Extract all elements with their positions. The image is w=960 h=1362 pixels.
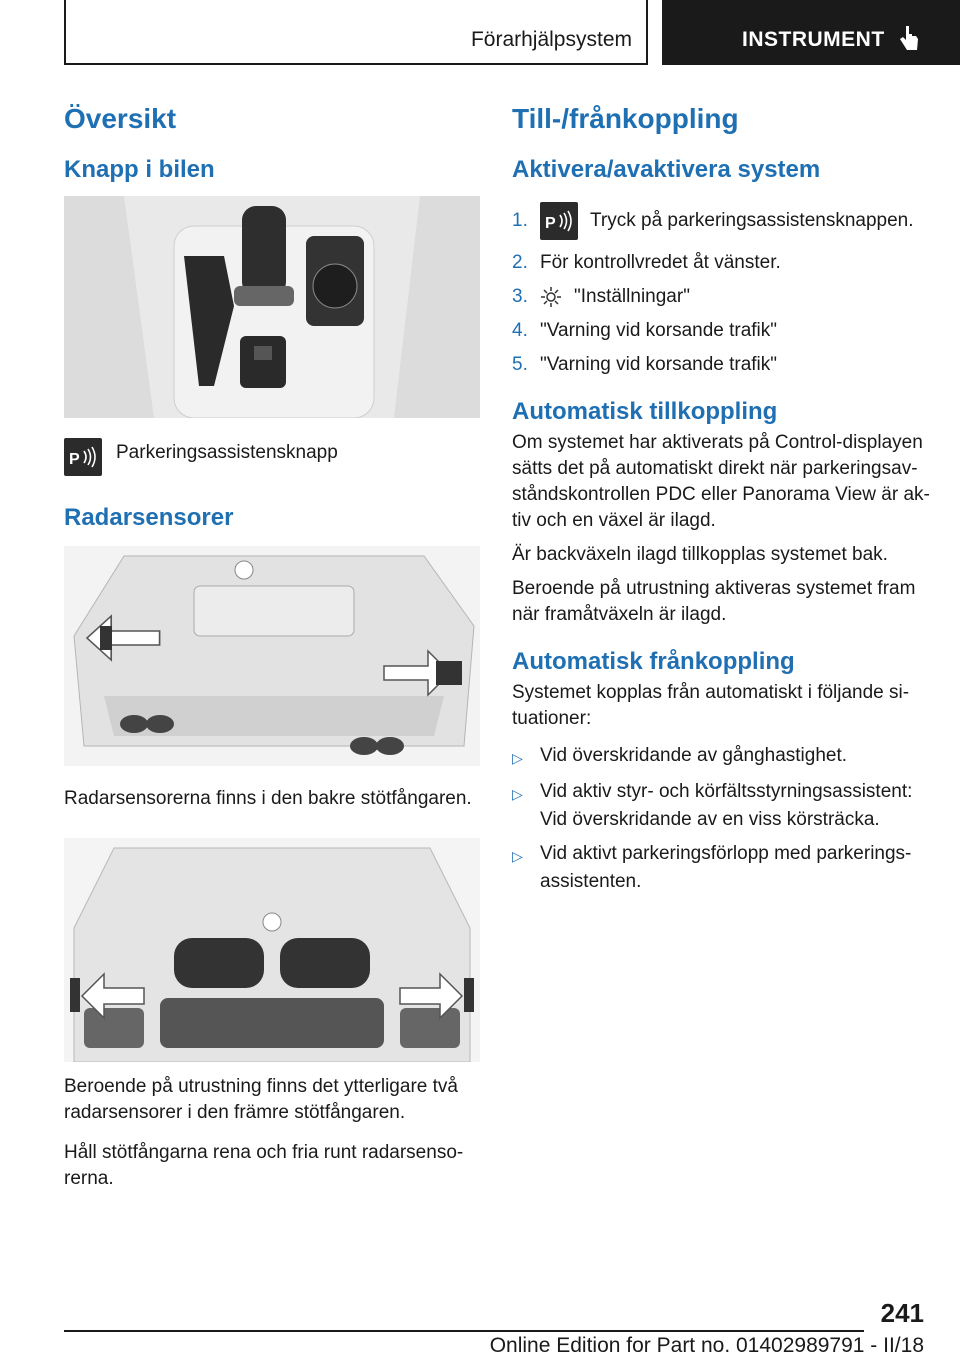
auto-off-list (512, 742, 932, 896)
auto-on-heading: Automatisk tillkoppling (512, 398, 778, 425)
button-caption-row (64, 438, 480, 476)
center-console-image (64, 196, 480, 418)
radar-heading: Radarsensorer (64, 504, 234, 531)
step-number: 4. (512, 320, 528, 341)
footer-edition: Online Edition for Part no. 01402989791 - II/18 (489, 1334, 924, 1357)
step-item (512, 318, 932, 344)
step-number: 2. (512, 252, 528, 273)
auto-off-heading: Automatisk frånkoppling (512, 648, 795, 675)
bullet-triangle-icon: ▷ (512, 848, 523, 864)
step-text: "Varning vid korsande trafik" (540, 320, 778, 341)
front-bumper-image (64, 838, 480, 1062)
on-off-title: Till-/frånkoppling (512, 103, 739, 134)
list-item-text: Vid aktivt parkeringsförlopp med parkerings-assistenten. (540, 843, 912, 892)
activation-steps (512, 202, 932, 378)
list-item (512, 778, 932, 834)
bullet-triangle-icon: ▷ (512, 750, 523, 766)
svg-text:P: P (69, 451, 80, 468)
step-text: Tryck på parkeringsassistensknappen. (590, 210, 914, 231)
overview-title: Översikt (64, 103, 177, 134)
step-text: "Inställningar" (574, 286, 690, 307)
auto-off-paragraph: Systemet kopplas från automatiskt i följande si-tuationer: (512, 682, 910, 729)
header-section-title: Förarhjälpsystem (470, 28, 632, 51)
button-caption: Parkeringsassistensknapp (116, 442, 338, 463)
activate-heading: Aktivera/avaktivera system (512, 156, 821, 183)
step-text: För kontrollvredet åt vänster. (540, 252, 781, 273)
footer-divider (64, 1330, 864, 1332)
left-column (64, 100, 480, 1192)
svg-text:P: P (545, 215, 556, 232)
page-number: 241 (880, 1298, 924, 1328)
step-item (512, 284, 932, 310)
pointing-hand-icon (898, 24, 920, 54)
step-item (512, 352, 932, 378)
clean-bumper-text: Håll stötfångarna rena och fria runt radarsenso-rerna. (64, 1142, 464, 1189)
auto-on-paragraph-3: Beroende på utrustning aktiveras systemet fram när framåtväxeln är ilagd. (512, 578, 916, 625)
auto-on-paragraph-1: Om systemet har aktiverats på Control-displayen sätts det på automatiskt direkt när parkeringsav-ståndskontrollen PDC eller Panorama View är ak-tiv och en växel är ilagd. (512, 432, 930, 531)
chapter-label: INSTRUMENT (742, 28, 885, 51)
rear-radar-text: Radarsensorerna finns i den bakre stötfångaren. (64, 788, 472, 809)
step-text: "Varning vid korsande trafik" (540, 354, 778, 375)
header-section-box (64, 0, 648, 65)
gear-icon (540, 286, 562, 308)
rear-bumper-image (64, 546, 480, 766)
list-item-text: Vid aktiv styr- och körfältsstyrningsassistent: Vid överskridande av en viss körsträcka. (540, 781, 913, 830)
step-number: 3. (512, 286, 528, 307)
right-column (512, 100, 932, 902)
list-item (512, 840, 932, 896)
front-radar-text: Beroende på utrustning finns det ytterligare två radarsensorer i den främre stötfångaren. (64, 1076, 458, 1123)
list-item-text: Vid överskridande av gånghastighet. (540, 745, 848, 766)
parking-assist-button-icon (540, 202, 578, 240)
step-number: 5. (512, 354, 528, 375)
step-item (512, 202, 932, 240)
parking-assist-button-icon (64, 438, 102, 476)
header-chapter-tab[interactable] (662, 0, 960, 65)
bullet-triangle-icon: ▷ (512, 786, 523, 802)
auto-on-paragraph-2: Är backväxeln ilagd tillkopplas systemet bak. (512, 544, 888, 565)
button-heading: Knapp i bilen (64, 156, 215, 183)
step-number: 1. (512, 210, 528, 231)
step-item (512, 250, 932, 276)
list-item (512, 742, 932, 772)
